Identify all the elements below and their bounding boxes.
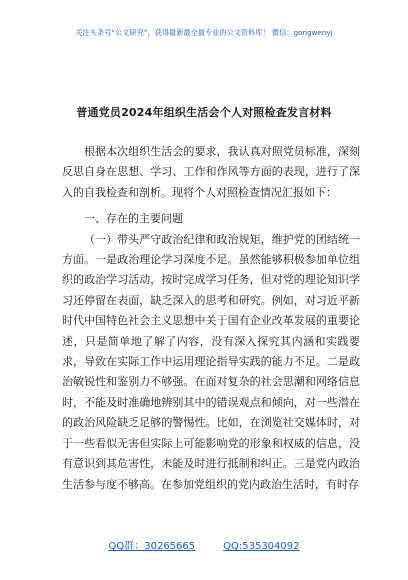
body-paragraph: （一）带头严守政治纪律和政治规矩，维护党的团结统一方面。一是政治理论学习深度不足。虽然能够积极参加单位组织的政治学习活动，按时完成学习任务，但对党的理论知识学习还停留在表面，缺乏深入的思考和研究。例如，对习近平新时代中国特色社会主义思想中关于国有企业改革发展的重要论述，只是简单地了解了内容，没有深入探究其内涵和实践要求，导致在实际工作中运用理论指导实践的能力不足。二是政治敏锐性和鉴别力不够强。在面对复杂的社会思潮和网络信息时，不能及时准确地辨别其中的错误观点和倾向，对一些潜在的政治风险缺乏足够的警惕性。比如，在浏览社交媒体时，对于一些看似无害但实际上可能影响党的形象和权威的信息，没有意识到其危害性，未能及时进行抵制和纠正。三是党内政治生活参与度不够高。在参加党组织的党内政治生活时，有时存 — [62, 232, 360, 491]
document-title: 普通党员2024年组织生活会个人对照检查发言材料 — [76, 106, 332, 119]
intro-paragraph: 根据本次组织生活会的要求，我认真对照党员标准，深刻反思自身在思想、学习、工作和作风等方面的表现，进行了深入的自我检查和剖析。现将个人对照检查情况汇报如下： — [62, 145, 360, 199]
footer — [0, 537, 408, 552]
section-heading: 一、存在的主要问题 — [84, 212, 183, 226]
header-note: 关注头条号“公文研究”，获得最新最全最专业的公文资料库！ 微信：gongwenyj — [75, 28, 333, 37]
document-body — [62, 142, 360, 495]
footer-qq-group: QQ群：30265665 — [108, 541, 196, 552]
footer-qq-number: QQ:535304092 — [223, 541, 300, 552]
